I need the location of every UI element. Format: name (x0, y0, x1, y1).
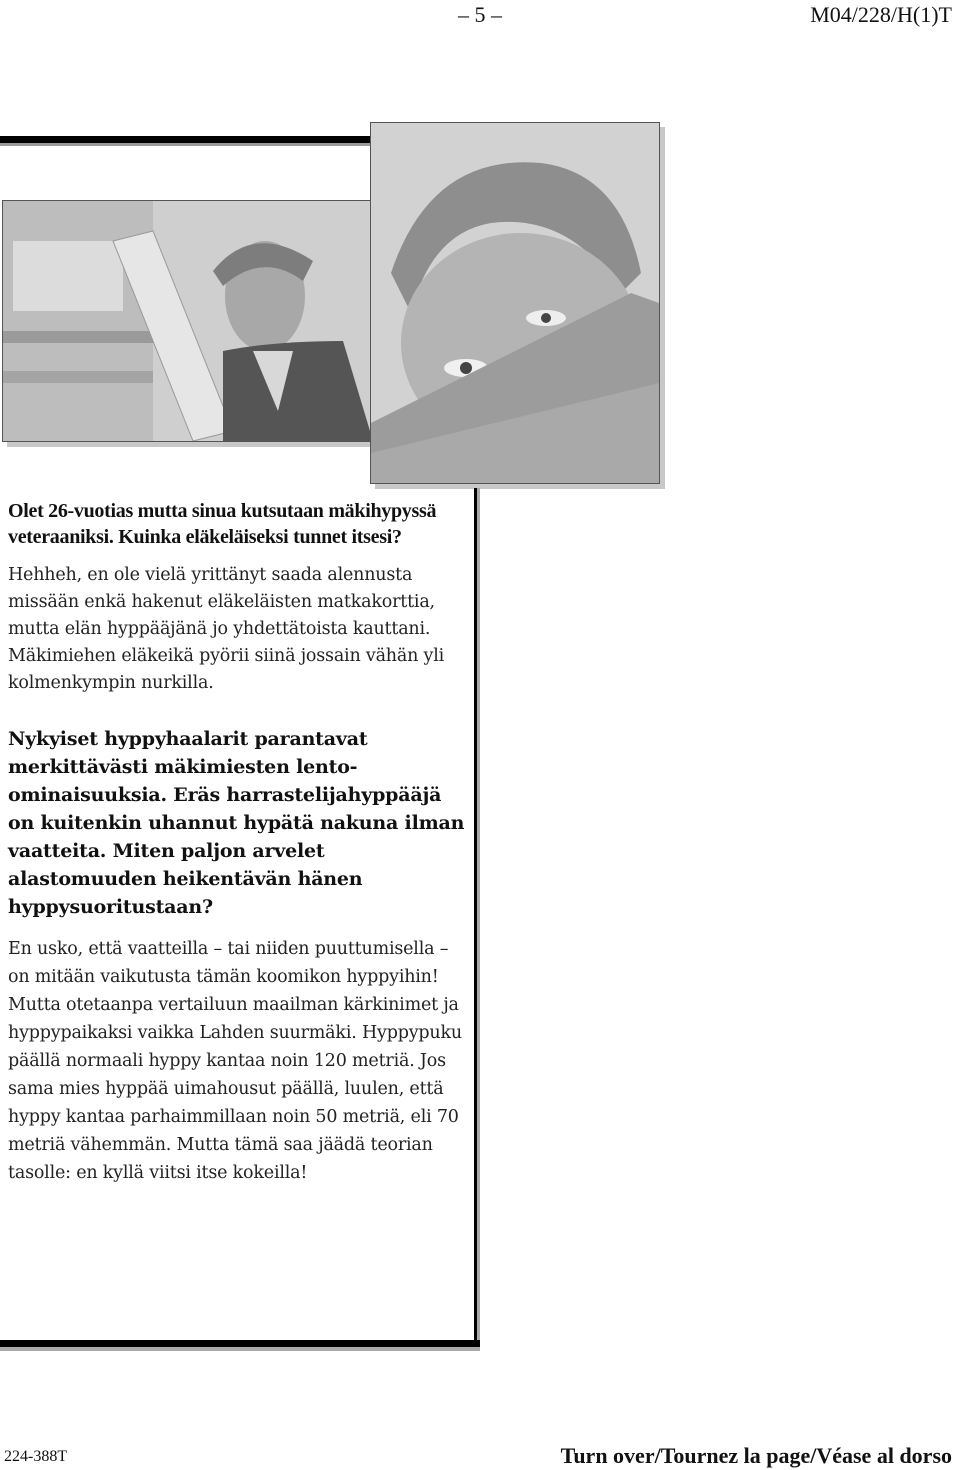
bottom-border-rule (0, 1340, 480, 1351)
interview-question-2: Nykyiset hyppyhaalarit parantavat merkittävästi mäkimiesten lento-ominaisuuksia. Eräs harrastelijahyppääjä on kuitenkin uhannut hypätä nakuna ilman vaatteita. Miten paljon arvelet alastomuuden heikentävän hänen hyppysuoritustaan? (8, 728, 465, 918)
interview-answer-2: En usko, että vaatteilla – tai niiden puuttumisella – on mitään vaikutusta tämän koomikon hyppyihin! Mutta otetaanpa vertailuun maailman kärkinimet ja hyppypaikaksi vaikka Lahden suurmäki. Hyppypuku päällä normaali hyppy kantaa noin 120 metriä. Jos sama mies hyppää uimahousut päällä, luulen, että hyppy kantaa parhaimmillaan noin 50 metriä, eli 70 metriä vähemmän. Mutta tämä saa jäädä teorian tasolle: en kyllä viitsi itse kokeilla! (8, 939, 462, 1183)
photo-man-peeking (370, 122, 660, 484)
interview-answer-1: Hehheh, en ole vielä yrittänyt saada alennusta missään enkä hakenut eläkeläisten matkakorttia, mutta elän hyppääjänä jo yhdettätoista kauttani. Mäkimiehen eläkeikä pyörii siinä jossain vähän yli kolmenkympin nurkilla. (8, 565, 445, 693)
job-code: 224-388T (4, 1448, 68, 1465)
page-number: – 5 – (458, 2, 502, 27)
interview-question-1: Olet 26-vuotias mutta sinua kutsutaan mäkihypyssä veteraaniksi. Kuinka eläkeläiseksi tunnet itsesi? (8, 500, 437, 548)
document-code: M04/228/H(1)T (810, 2, 952, 27)
frame-right-border (474, 488, 477, 1346)
photo-man-with-ski (2, 200, 400, 442)
interview-article (8, 498, 468, 1187)
top-border-rule (0, 136, 370, 146)
turn-over-note: Turn over/Tournez la page/Véase al dorso (560, 1443, 952, 1468)
